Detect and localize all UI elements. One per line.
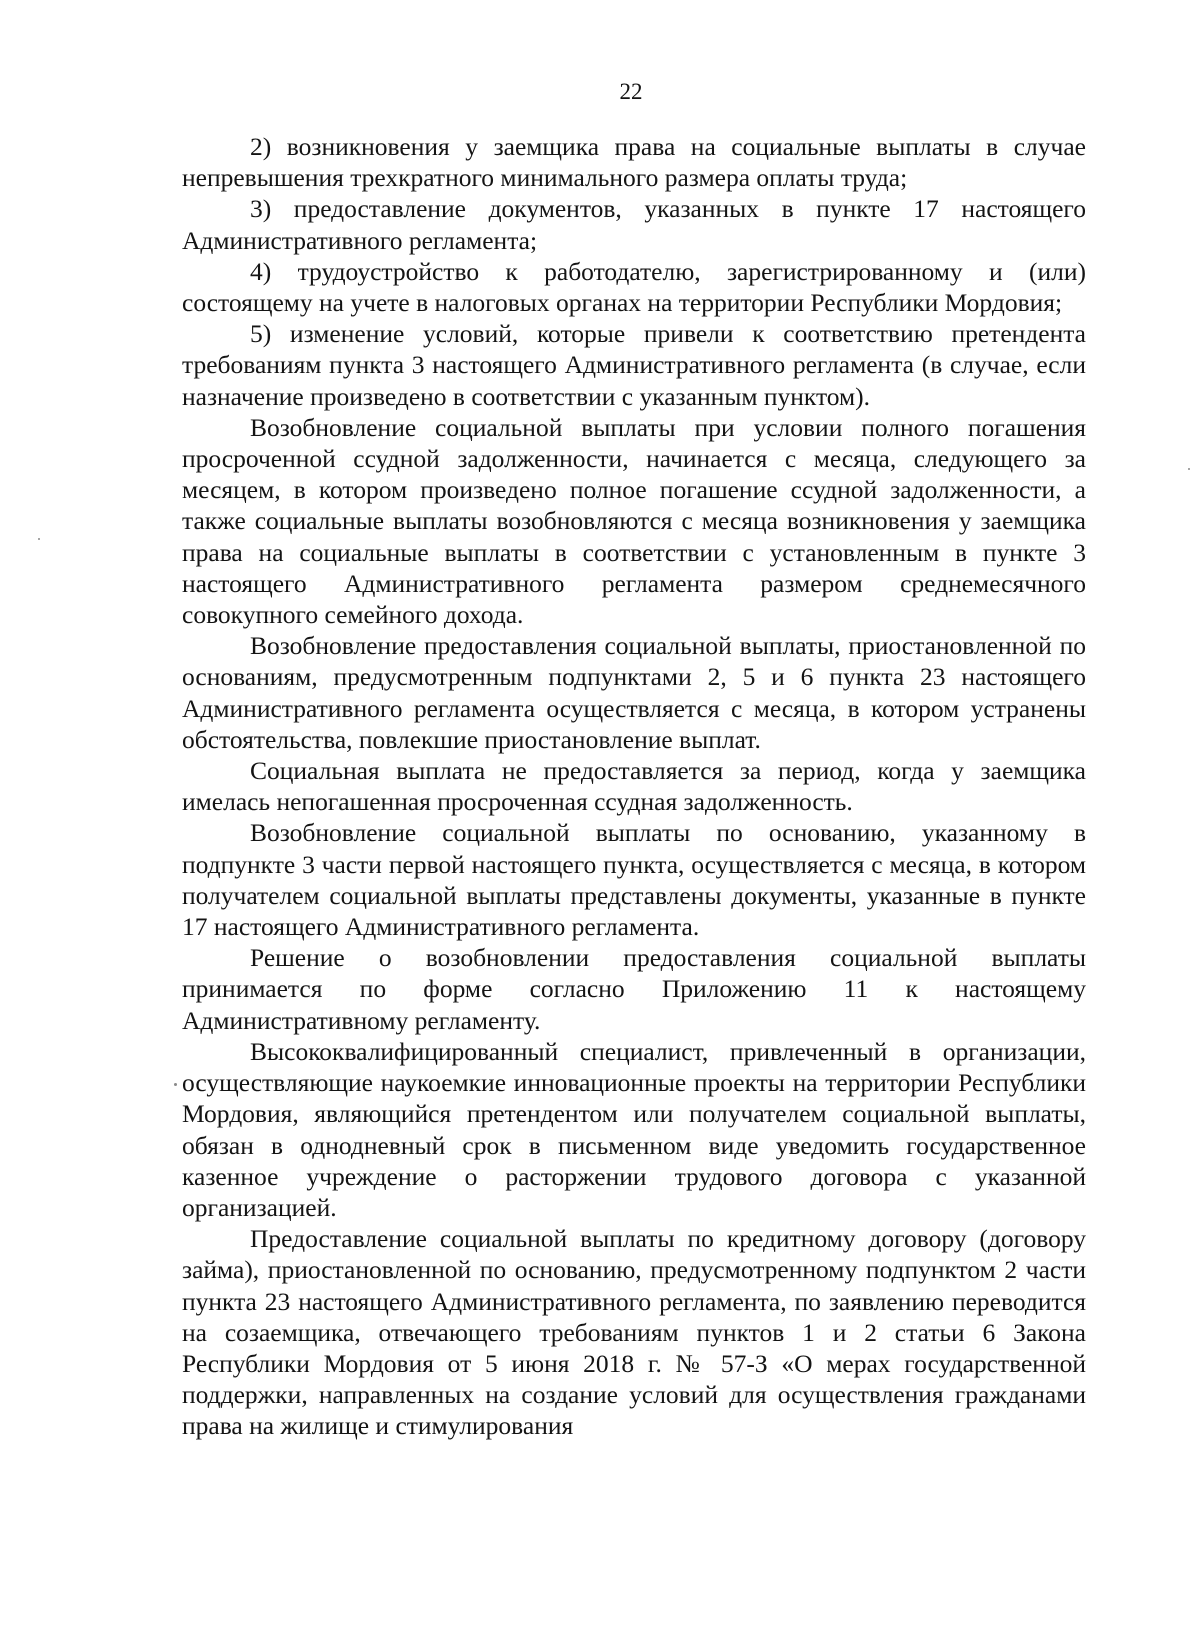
page-number: 22: [619, 79, 643, 104]
paragraph-resumption-after-repayment: Возобновление социальной выплаты при условии полного погашения просроченной ссудной задолженности, начинается с месяца, следующего за месяцем, в котором произведено полное погашение ссудной задолженности, а также социальные выплаты возобновляются с месяца возникновения у заемщика права на социальные выплаты в соответствии с установленным в пункте 3 настоящего Административного регламента размером среднемесячного совокупного семейного дохода.: [182, 412, 1086, 630]
paragraph-resumption-documents: Возобновление социальной выплаты по основанию, указанному в подпункте 3 части первой настоящего пункта, осуществляется с месяца, в котором получателем социальной выплаты представлены документы, указанные в пункте 17 настоящего Административного регламента.: [182, 818, 1086, 942]
paragraph-subitem-3: 3) предоставление документов, указанных в пункте 17 настоящего Административного регламента;: [182, 194, 1086, 255]
scan-speck: [174, 1083, 177, 1086]
paragraph-subitem-4: 4) трудоустройство к работодателю, зарегистрированному и (или) состоящему на учете в налоговых органах на территории Республики Мордовия;: [182, 256, 1086, 318]
scan-speck: [38, 538, 40, 540]
paragraph-no-payment-period: Социальная выплата не предоставляется за период, когда у заемщика имелась непогашенная просроченная ссудная задолженность.: [182, 756, 1086, 817]
paragraph-resumption-suspended: Возобновление предоставления социальной выплаты, приостановленной по основаниям, предусмотренным подпунктами 2, 5 и 6 пункта 23 настоящего Административного регламента осуществляется с месяца, в котором устранены обстоятельства, повлекшие приостановление выплат.: [182, 631, 1086, 754]
paragraph-specialist-obligation: Высококвалифицированный специалист, привлеченный в организации, осуществляющие наукоемкие инновационные проекты на территории Республики Мордовия, являющийся претендентом или получателем социальной выплаты, обязан в однодневный срок в письменном виде уведомить государственное казенное учреждение о расторжении трудового договора с указанной организацией.: [182, 1036, 1086, 1222]
paragraph-subitem-5: 5) изменение условий, которые привели к соответствию претендента требованиям пункта 3 настоящего Административного регламента (в случае, если назначение произведено в соответствии с указанным пунктом).: [182, 319, 1086, 411]
paragraph-subitem-2: 2) возникновения у заемщика права на социальные выплаты в случае непревышения трехкратного минимального размера оплаты труда;: [182, 132, 1086, 193]
paragraph-resumption-decision: Решение о возобновлении предоставления социальной выплаты принимается по форме согласно Приложению 11 к настоящему Административному регламенту.: [182, 943, 1086, 1035]
scan-speck: [1188, 468, 1190, 470]
paragraph-transfer-to-coborrower: Предоставление социальной выплаты по кредитному договору (договору займа), приостановленной по основанию, предусмотренному подпунктом 2 части пункта 23 настоящего Административного регламента, по заявлению переводится на созаемщика, отвечающего требованиям пунктов 1 и 2 статьи 6 Закона Республики Мордовия от 5 июня 2018 г. № 57-З «О мерах государственной поддержки, направленных на создание условий для осуществления гражданами права на жилище и стимулирования: [182, 1224, 1086, 1441]
document-body: [182, 131, 1086, 1442]
